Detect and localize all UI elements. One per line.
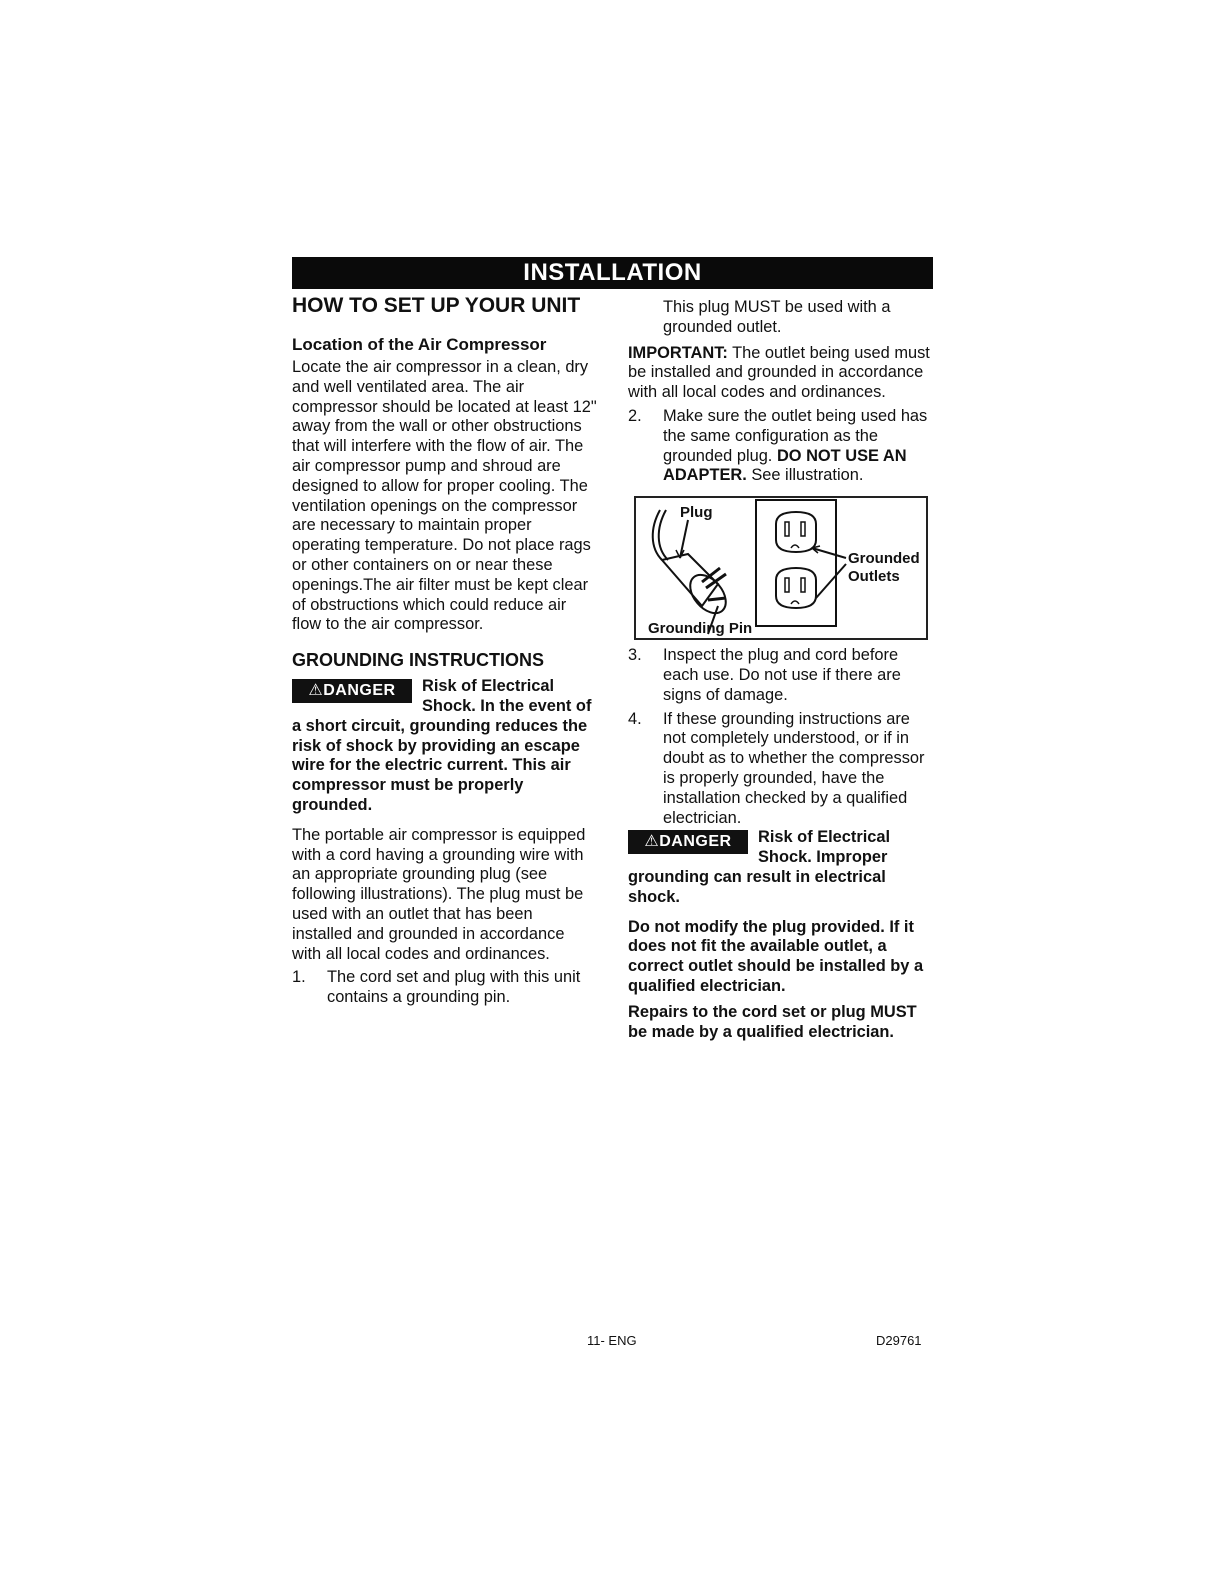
danger-warning-1	[292, 677, 597, 816]
portable-paragraph: The portable air compressor is equipped with a cord having a grounding wire with an appropriate grounding plug (see following illustrations). The plug must be used with an outlet that has been installed and grounded in accordance with all local codes and ordinances.	[292, 825, 586, 963]
plug-outlet-illustration	[634, 496, 928, 640]
location-paragraph: Locate the air compressor in a clean, dry and well ventilated area. The air compressor should be located at least 12" away from the wall or other obstructions that will interfere with the flow of air. The air compressor pump and shroud are designed to allow for proper cooling. The ventilation openings on the compressor are necessary to maintain proper operating temperature. Do not place rags or other containers on or near these openings.The air filter must be kept clear of obstructions which could reduce air flow to the air compressor.	[292, 358, 597, 634]
document-code: D29761	[876, 1333, 922, 1348]
section-banner: INSTALLATION	[292, 257, 933, 289]
list-number: 4.	[628, 709, 642, 728]
list-number: 1.	[292, 968, 306, 987]
location-subheading: Location of the Air Compressor	[292, 335, 547, 354]
danger-text: Risk of Electrical Shock. In the event of a short circuit, grounding reduces the risk of shock by providing an escape wire for the electric current. This air compressor must be properly grounded.	[292, 677, 592, 814]
page-number: 11- ENG	[587, 1333, 637, 1348]
grounding-heading: GROUNDING INSTRUCTIONS	[292, 650, 544, 671]
danger-warning-2	[628, 828, 933, 907]
grounding-pin-label: Grounding Pin	[648, 620, 753, 638]
item2-text-a: Make sure the outlet being used has the same configuration as the grounded plug.	[663, 406, 928, 465]
outlets-label: Outlets	[848, 568, 900, 586]
setup-heading: HOW TO SET UP YOUR UNIT	[292, 294, 581, 317]
list-text	[663, 407, 933, 486]
list-item-4	[628, 710, 933, 829]
item2-bold: DO NOT USE AN ADAPTER.	[663, 446, 907, 485]
plug-paragraph: This plug MUST be used with a grounded outlet.	[663, 298, 891, 336]
danger-text: Risk of Electrical Shock. Improper grounding can result in electrical shock.	[628, 828, 891, 906]
list-number: 3.	[628, 646, 642, 665]
list-text: Inspect the plug and cord before each use. Do not use if there are signs of damage.	[663, 646, 901, 704]
list-number: 2.	[628, 406, 642, 425]
grounded-label: Grounded	[848, 550, 920, 568]
modify-paragraph: Do not modify the plug provided. If it does not fit the available outlet, a correct outlet should be installed by a qualified electrician.	[628, 917, 924, 995]
item2-text-b: See illustration.	[751, 466, 864, 485]
left-column	[292, 292, 597, 1008]
important-paragraph	[628, 344, 933, 403]
important-text: The outlet being used must be installed and grounded in accordance with all local codes and ordinances.	[628, 343, 930, 402]
danger-badge: ⚠DANGER	[292, 679, 412, 703]
list-text: If these grounding instructions are not completely understood, or if in doubt as to whether the compressor is properly grounded, have the installation checked by a qualified electrician.	[663, 709, 925, 827]
right-column	[628, 298, 933, 1042]
list-item-1	[292, 968, 597, 1008]
list-item-3	[628, 646, 933, 705]
list-item-2	[628, 407, 933, 486]
list-text: The cord set and plug with this unit contains a grounding pin.	[327, 968, 581, 1007]
plug-label: Plug	[680, 504, 713, 522]
important-label: IMPORTANT:	[628, 343, 728, 362]
repairs-paragraph: Repairs to the cord set or plug MUST be made by a qualified electrician.	[628, 1002, 917, 1041]
danger-badge: ⚠DANGER	[628, 830, 748, 854]
